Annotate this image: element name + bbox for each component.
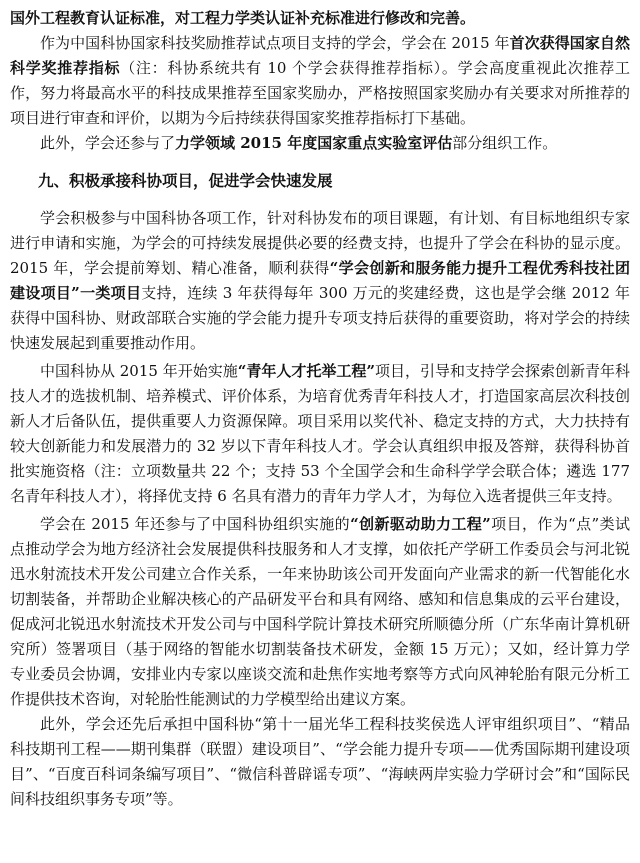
text-run: （注：科协系统共有 10 个学会获得推荐指标）。学会高度重视此次推荐工作，努力将最高水平的科技成果推荐至国家奖励办，严格按照国家奖励办有关要求对所推荐的项目进行审查和评价，以期为今后持续获得国家奖推荐指标打下基础。 [10, 59, 630, 127]
text-run: 作为中国科协国家科技奖励推荐试点项目支持的学会，学会在 2015 年 [40, 34, 510, 52]
bold-text-run: “学会创新和服务能力提升工程优秀科技社团建设项目”一类项目 [10, 259, 630, 302]
text-run: 中国科协从 2015 年开始实施 [40, 362, 238, 380]
paragraph-3 [10, 206, 630, 356]
paragraph-2 [10, 131, 630, 156]
bold-text-run: “青年人才托举工程” [237, 362, 375, 380]
section-heading-9: 九、积极承接科协项目，促进学会快速发展 [38, 171, 333, 190]
text-run: 支持，连续 3 年获得每年 300 万元的奖建经费，这也是学会继 2012 年获得中国科协、财政部联合实施的学会能力提升专项支持后获得的重要资助，将对学会的持续快速发展起到重要推动作用。 [10, 284, 630, 352]
bold-text-run: 首次获得国家自然科学奖推荐指标 [10, 34, 630, 77]
paragraph-0 [10, 6, 630, 31]
paragraph-4 [10, 359, 630, 509]
text-run: 部分组织工作。 [452, 134, 558, 152]
paragraph-6 [10, 712, 630, 812]
text-run: 项目，作为“点”类试点推动学会为地方经济社会发展提供科技服务和人才支撑，如依托产学研工作委员会与河北锐迅水射流技术开发公司建立合作关系，一年来协助该公司开发面向产业需求的新一代智能化水切割装备，并帮助企业解决核心的产品研发平台和具有网络、感知和信息集成的云平台建设，促成河北锐迅水射流技术开发公司与中国科学院计算技术研究所顺德分所（广东华南计算机研究所）签署项目（基于网络的智能水切割装备技术研发，金额 15 万元）；又如，经计算力学专业委员会协调，安排业内专家以座谈交流和赴焦作实地考察等方式向风神轮胎有限元分析工作提供技术咨询，对轮胎性能测试的力学模型给出建议方案。 [10, 515, 630, 708]
text-run: 此外，学会还参与了 [40, 134, 176, 152]
text-run: 此外，学会还先后承担中国科协“第十一届光华工程科技奖侯选人评审组织项目”、“精品科技期刊工程——期刊集群（联盟）建设项目”、“学会能力提升专项——优秀国际期刊建设项目”、“百度百科词条编写项目”、“微信科普辟谣专项”、“海峡两岸实验力学研讨会”和“国际民间科技组织事务专项”等。 [10, 715, 630, 808]
text-run: 项目，引导和支持学会探索创新青年科技人才的选拔机制、培养模式、评价体系，为培育优秀青年科技人才，打造国家高层次科技创新人才后备队伍，提供重要人力资源保障。项目采用以奖代补、稳定支持的方式，大力扶持有较大创新能力和发展潜力的 32 岁以下青年科技人才。学会认真组织申报及答辩，获得科协首批实施资格（注：立项数量共 22 个；支持 53 个全国学会和生命科学学会联合体；遴选 177 名青年科技人才），将择优支持 6 名具有潜力的青年力学人才，为每位入选者提供三年支持。 [10, 362, 630, 505]
bold-text-run: 国外工程教育认证标准，对工程力学类认证补充标准进行修改和完善。 [10, 9, 476, 27]
paragraph-1 [10, 31, 630, 131]
paragraph-5 [10, 512, 630, 712]
bold-text-run: “创新驱动助力工程” [350, 515, 491, 533]
text-run: 学会积极参与中国科协各项工作，针对科协发布的项目课题，有计划、有目标地组织专家进行申请和实施，为学会的可持续发展提供必要的经费支持，也提升了学会在科协的显示度。2015 年，学会提前筹划、精心准备，顺利获得 [10, 209, 630, 277]
bold-text-run: 力学领域 2015 年度国家重点实验室评估 [175, 134, 453, 152]
text-run: 学会在 2015 年还参与了中国科协组织实施的 [40, 515, 351, 533]
